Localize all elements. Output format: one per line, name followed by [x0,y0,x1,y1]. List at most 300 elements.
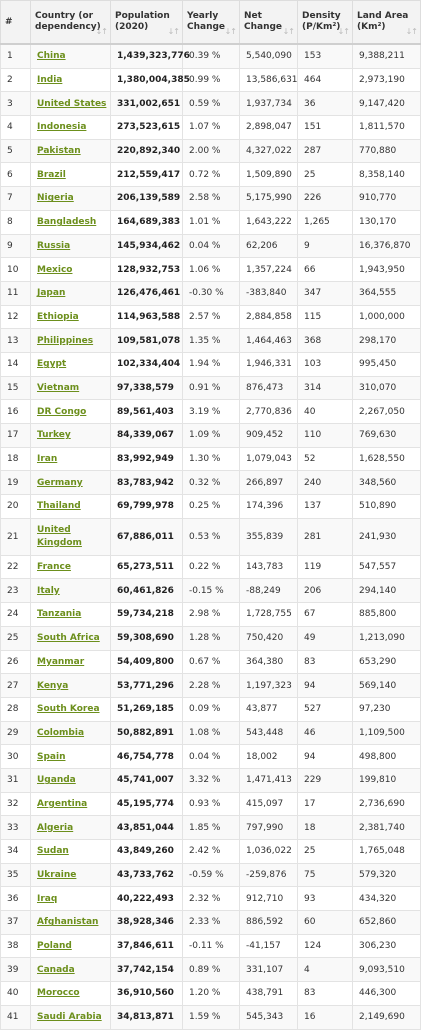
country-cell [31,92,111,116]
country-cell [31,471,111,495]
table-row [1,44,421,68]
rank-cell: 25 [1,626,31,650]
country-cell [31,982,111,1006]
population-cell: 51,269,185 [111,697,183,721]
header-label: # [5,16,13,27]
population-cell: 36,910,560 [111,982,183,1006]
rank-cell: 7 [1,187,31,211]
population-cell: 331,002,651 [111,92,183,116]
density-cell: 314 [298,376,353,400]
population-cell: 54,409,800 [111,650,183,674]
yearly-change-cell: 1.07 % [183,116,240,140]
land-area-cell: 199,810 [353,768,421,792]
net-change-cell: 912,710 [240,887,298,911]
country-cell [31,603,111,627]
rank-cell: 21 [1,518,31,555]
table-row [1,911,421,935]
yearly-change-cell: 2.00 % [183,139,240,163]
table-row [1,579,421,603]
net-change-cell: 331,107 [240,958,298,982]
country-cell [31,745,111,769]
country-cell [31,697,111,721]
country-link[interactable]: Japan [37,288,66,299]
country-link[interactable]: Mexico [37,264,73,275]
rank-cell: 17 [1,424,31,448]
land-area-cell: 1,109,500 [353,721,421,745]
rank-cell: 16 [1,400,31,424]
net-change-cell: 1,643,222 [240,210,298,234]
rank-cell: 26 [1,650,31,674]
density-cell: 9 [298,234,353,258]
rank-cell: 14 [1,352,31,376]
country-link[interactable]: Brazil [37,169,66,180]
density-cell: 527 [298,697,353,721]
land-area-cell: 2,149,690 [353,1005,421,1029]
density-cell: 115 [298,305,353,329]
land-area-cell: 298,170 [353,329,421,353]
land-area-cell: 1,000,000 [353,305,421,329]
population-cell: 40,222,493 [111,887,183,911]
table-row [1,934,421,958]
yearly-change-cell: 0.39 % [183,44,240,68]
rank-cell: 24 [1,603,31,627]
table-header-row [1,1,421,45]
country-link[interactable]: Morocco [37,988,80,999]
land-area-cell: 1,765,048 [353,840,421,864]
yearly-change-cell: 2.98 % [183,603,240,627]
yearly-change-cell: 0.32 % [183,471,240,495]
population-cell: 97,338,579 [111,376,183,400]
net-change-cell: 1,464,463 [240,329,298,353]
country-cell [31,400,111,424]
rank-cell: 18 [1,447,31,471]
table-row [1,840,421,864]
density-cell: 229 [298,768,353,792]
net-change-cell: 415,097 [240,792,298,816]
population-cell: 67,886,011 [111,518,183,555]
net-change-cell: 5,540,090 [240,44,298,68]
yearly-change-cell: -0.15 % [183,579,240,603]
table-row [1,234,421,258]
land-area-cell: 16,376,870 [353,234,421,258]
country-link[interactable]: DR Congo [37,406,87,417]
country-link[interactable]: Sudan [37,846,69,857]
land-area-cell: 569,140 [353,674,421,698]
rank-cell: 19 [1,471,31,495]
rank-cell: 32 [1,792,31,816]
country-link[interactable]: Germany [37,477,83,488]
net-change-cell: 1,357,224 [240,258,298,282]
land-area-cell: 364,555 [353,281,421,305]
population-cell: 126,476,461 [111,281,183,305]
country-link[interactable]: Argentina [37,798,88,809]
country-cell [31,116,111,140]
country-link[interactable]: Algeria [37,822,74,833]
table-row [1,518,421,555]
density-cell: 124 [298,934,353,958]
population-cell: 46,754,778 [111,745,183,769]
land-area-cell: 652,860 [353,911,421,935]
density-cell: 16 [298,1005,353,1029]
land-area-cell: 2,381,740 [353,816,421,840]
density-cell: 464 [298,68,353,92]
country-cell [31,650,111,674]
table-row [1,163,421,187]
net-change-cell: 1,946,331 [240,352,298,376]
land-area-cell: 653,290 [353,650,421,674]
land-area-cell: 579,320 [353,863,421,887]
land-area-cell: 770,880 [353,139,421,163]
country-link[interactable]: Italy [37,585,60,596]
rank-cell: 10 [1,258,31,282]
net-change-cell: 797,990 [240,816,298,840]
header-label: Population (2020) [115,11,170,32]
table-row [1,68,421,92]
net-change-cell: 2,770,836 [240,400,298,424]
population-cell: 37,846,611 [111,934,183,958]
rank-cell: 23 [1,579,31,603]
rank-cell: 39 [1,958,31,982]
rank-cell: 22 [1,555,31,579]
population-cell: 43,851,044 [111,816,183,840]
density-cell: 83 [298,650,353,674]
rank-cell: 34 [1,840,31,864]
land-area-cell: 294,140 [353,579,421,603]
country-cell [31,281,111,305]
country-link[interactable]: United Kingdom [37,524,82,548]
country-cell [31,210,111,234]
net-change-cell: 545,343 [240,1005,298,1029]
population-cell: 212,559,417 [111,163,183,187]
country-cell [31,258,111,282]
density-cell: 281 [298,518,353,555]
country-link[interactable]: Uganda [37,775,76,786]
country-link[interactable]: India [37,75,63,86]
table-row [1,1005,421,1029]
country-link[interactable]: Indonesia [37,122,87,133]
rank-cell: 12 [1,305,31,329]
country-cell [31,721,111,745]
net-change-cell: 364,380 [240,650,298,674]
header-land-area[interactable] [353,1,421,45]
density-cell: 60 [298,911,353,935]
net-change-cell: 543,448 [240,721,298,745]
yearly-change-cell: 0.22 % [183,555,240,579]
table-row [1,447,421,471]
net-change-cell: 266,897 [240,471,298,495]
header-country[interactable] [31,1,111,45]
table-row [1,768,421,792]
rank-cell: 9 [1,234,31,258]
yearly-change-cell: -0.11 % [183,934,240,958]
table-body [1,44,421,1029]
density-cell: 119 [298,555,353,579]
net-change-cell: 1,728,755 [240,603,298,627]
rank-cell: 4 [1,116,31,140]
rank-cell: 11 [1,281,31,305]
land-area-cell: 306,230 [353,934,421,958]
table-row [1,863,421,887]
population-cell: 83,992,949 [111,447,183,471]
country-link[interactable]: Iran [37,454,58,465]
net-change-cell: 355,839 [240,518,298,555]
table-row [1,376,421,400]
density-cell: 67 [298,603,353,627]
sort-icon: ↓↑ [282,27,294,36]
country-link[interactable]: Saudi Arabia [37,1012,102,1023]
yearly-change-cell: 0.72 % [183,163,240,187]
country-cell [31,840,111,864]
table-row [1,982,421,1006]
country-cell [31,674,111,698]
country-cell [31,768,111,792]
land-area-cell: 241,930 [353,518,421,555]
table-row [1,424,421,448]
country-link[interactable]: Turkey [37,430,71,441]
population-cell: 83,783,942 [111,471,183,495]
population-cell: 273,523,615 [111,116,183,140]
rank-cell: 35 [1,863,31,887]
header-label: Yearly Change [187,11,226,32]
net-change-cell: 750,420 [240,626,298,650]
country-link[interactable]: Ukraine [37,870,77,881]
country-cell [31,68,111,92]
land-area-cell: 1,213,090 [353,626,421,650]
header-label: Land Area (Km²) [357,11,409,32]
population-cell: 50,882,891 [111,721,183,745]
density-cell: 151 [298,116,353,140]
land-area-cell: 310,070 [353,376,421,400]
table-row [1,958,421,982]
density-cell: 94 [298,674,353,698]
density-cell: 226 [298,187,353,211]
land-area-cell: 769,630 [353,424,421,448]
rank-cell: 40 [1,982,31,1006]
table-row [1,305,421,329]
density-cell: 25 [298,163,353,187]
land-area-cell: 1,811,570 [353,116,421,140]
density-cell: 75 [298,863,353,887]
table-row [1,352,421,376]
population-cell: 38,928,346 [111,911,183,935]
rank-cell: 15 [1,376,31,400]
population-cell: 145,934,462 [111,234,183,258]
country-link[interactable]: Philippines [37,335,94,346]
country-link[interactable]: Kenya [37,680,69,691]
country-link[interactable]: United States [37,98,107,109]
yearly-change-cell: 1.85 % [183,816,240,840]
density-cell: 240 [298,471,353,495]
land-area-cell: 885,800 [353,603,421,627]
country-cell [31,934,111,958]
land-area-cell: 1,943,950 [353,258,421,282]
country-link[interactable]: Vietnam [37,382,80,393]
header-rank[interactable] [1,1,31,45]
sort-icon: ↓↑ [95,27,107,36]
yearly-change-cell: 0.04 % [183,234,240,258]
land-area-cell: 995,450 [353,352,421,376]
country-cell [31,816,111,840]
net-change-cell: 143,783 [240,555,298,579]
country-cell [31,187,111,211]
population-cell: 59,308,690 [111,626,183,650]
table-row [1,887,421,911]
density-cell: 49 [298,626,353,650]
rank-cell: 2 [1,68,31,92]
population-cell: 84,339,067 [111,424,183,448]
density-cell: 40 [298,400,353,424]
density-cell: 17 [298,792,353,816]
population-cell: 34,813,871 [111,1005,183,1029]
country-cell [31,1005,111,1029]
country-cell [31,234,111,258]
rank-cell: 37 [1,911,31,935]
net-change-cell: -41,157 [240,934,298,958]
country-cell [31,329,111,353]
population-cell: 109,581,078 [111,329,183,353]
population-cell: 1,439,323,776 [111,44,183,68]
country-link[interactable]: Colombia [37,727,85,738]
country-link[interactable]: Canada [37,964,75,975]
land-area-cell: 9,388,211 [353,44,421,68]
country-cell [31,139,111,163]
yearly-change-cell: -0.59 % [183,863,240,887]
country-link[interactable]: South Korea [37,704,100,715]
yearly-change-cell: 2.57 % [183,305,240,329]
country-link[interactable]: Ethiopia [37,311,79,322]
population-cell: 89,561,403 [111,400,183,424]
net-change-cell: 4,327,022 [240,139,298,163]
density-cell: 94 [298,745,353,769]
yearly-change-cell: 2.28 % [183,674,240,698]
country-cell [31,626,111,650]
rank-cell: 29 [1,721,31,745]
density-cell: 110 [298,424,353,448]
table-row [1,471,421,495]
table-row [1,329,421,353]
population-cell: 37,742,154 [111,958,183,982]
density-cell: 25 [298,840,353,864]
sort-icon: ↓↑ [167,27,179,36]
country-link[interactable]: Tanzania [37,609,82,620]
net-change-cell: 1,036,022 [240,840,298,864]
country-link[interactable]: Russia [37,240,71,251]
population-cell: 220,892,340 [111,139,183,163]
land-area-cell: 130,170 [353,210,421,234]
country-link[interactable]: Poland [37,941,72,952]
yearly-change-cell: 2.32 % [183,887,240,911]
net-change-cell: 1,471,413 [240,768,298,792]
land-area-cell: 510,890 [353,495,421,519]
rank-cell: 31 [1,768,31,792]
net-change-cell: 1,079,043 [240,447,298,471]
yearly-change-cell: 0.67 % [183,650,240,674]
table-row [1,555,421,579]
country-link[interactable]: Nigeria [37,193,74,204]
country-link[interactable]: France [37,562,71,573]
density-cell: 287 [298,139,353,163]
country-cell [31,792,111,816]
yearly-change-cell: 0.99 % [183,68,240,92]
table-row [1,626,421,650]
density-cell: 66 [298,258,353,282]
rank-cell: 36 [1,887,31,911]
header-label: Density (P/Km²) [302,11,341,32]
population-cell: 206,139,589 [111,187,183,211]
sort-icon: ↓↑ [337,27,349,36]
land-area-cell: 97,230 [353,697,421,721]
population-cell: 1,380,004,385 [111,68,183,92]
country-link[interactable]: Thailand [37,501,81,512]
table-row [1,674,421,698]
country-cell [31,958,111,982]
population-cell: 59,734,218 [111,603,183,627]
header-label: Country (or dependency) [35,11,101,32]
country-link[interactable]: Spain [37,751,66,762]
yearly-change-cell: 0.59 % [183,92,240,116]
yearly-change-cell: -0.30 % [183,281,240,305]
yearly-change-cell: 1.20 % [183,982,240,1006]
land-area-cell: 2,267,050 [353,400,421,424]
table-row [1,92,421,116]
density-cell: 4 [298,958,353,982]
density-cell: 46 [298,721,353,745]
table-row [1,792,421,816]
country-cell [31,424,111,448]
country-link[interactable]: Pakistan [37,146,81,157]
net-change-cell: 1,509,890 [240,163,298,187]
net-change-cell: 1,197,323 [240,674,298,698]
net-change-cell: 13,586,631 [240,68,298,92]
header-population[interactable] [111,1,183,45]
country-link[interactable]: South Africa [37,633,100,644]
rank-cell: 8 [1,210,31,234]
header-density[interactable] [298,1,353,45]
country-link[interactable]: China [37,51,66,62]
header-yearly-change[interactable] [183,1,240,45]
table-row [1,187,421,211]
population-cell: 43,849,260 [111,840,183,864]
yearly-change-cell: 1.06 % [183,258,240,282]
country-cell [31,863,111,887]
country-link[interactable]: Egypt [37,359,67,370]
country-link[interactable]: Bangladesh [37,217,97,228]
yearly-change-cell: 2.33 % [183,911,240,935]
country-cell [31,447,111,471]
rank-cell: 6 [1,163,31,187]
population-cell: 102,334,404 [111,352,183,376]
net-change-cell: 5,175,990 [240,187,298,211]
land-area-cell: 9,147,420 [353,92,421,116]
yearly-change-cell: 1.09 % [183,424,240,448]
country-link[interactable]: Myanmar [37,656,85,667]
rank-cell: 3 [1,92,31,116]
country-link[interactable]: Iraq [37,893,58,904]
net-change-cell: 2,898,047 [240,116,298,140]
net-change-cell: -383,840 [240,281,298,305]
density-cell: 206 [298,579,353,603]
yearly-change-cell: 1.59 % [183,1005,240,1029]
country-cell [31,163,111,187]
population-cell: 164,689,383 [111,210,183,234]
country-link[interactable]: Afghanistan [37,917,99,928]
header-net-change[interactable] [240,1,298,45]
rank-cell: 20 [1,495,31,519]
country-cell [31,518,111,555]
rank-cell: 5 [1,139,31,163]
land-area-cell: 9,093,510 [353,958,421,982]
yearly-change-cell: 1.30 % [183,447,240,471]
